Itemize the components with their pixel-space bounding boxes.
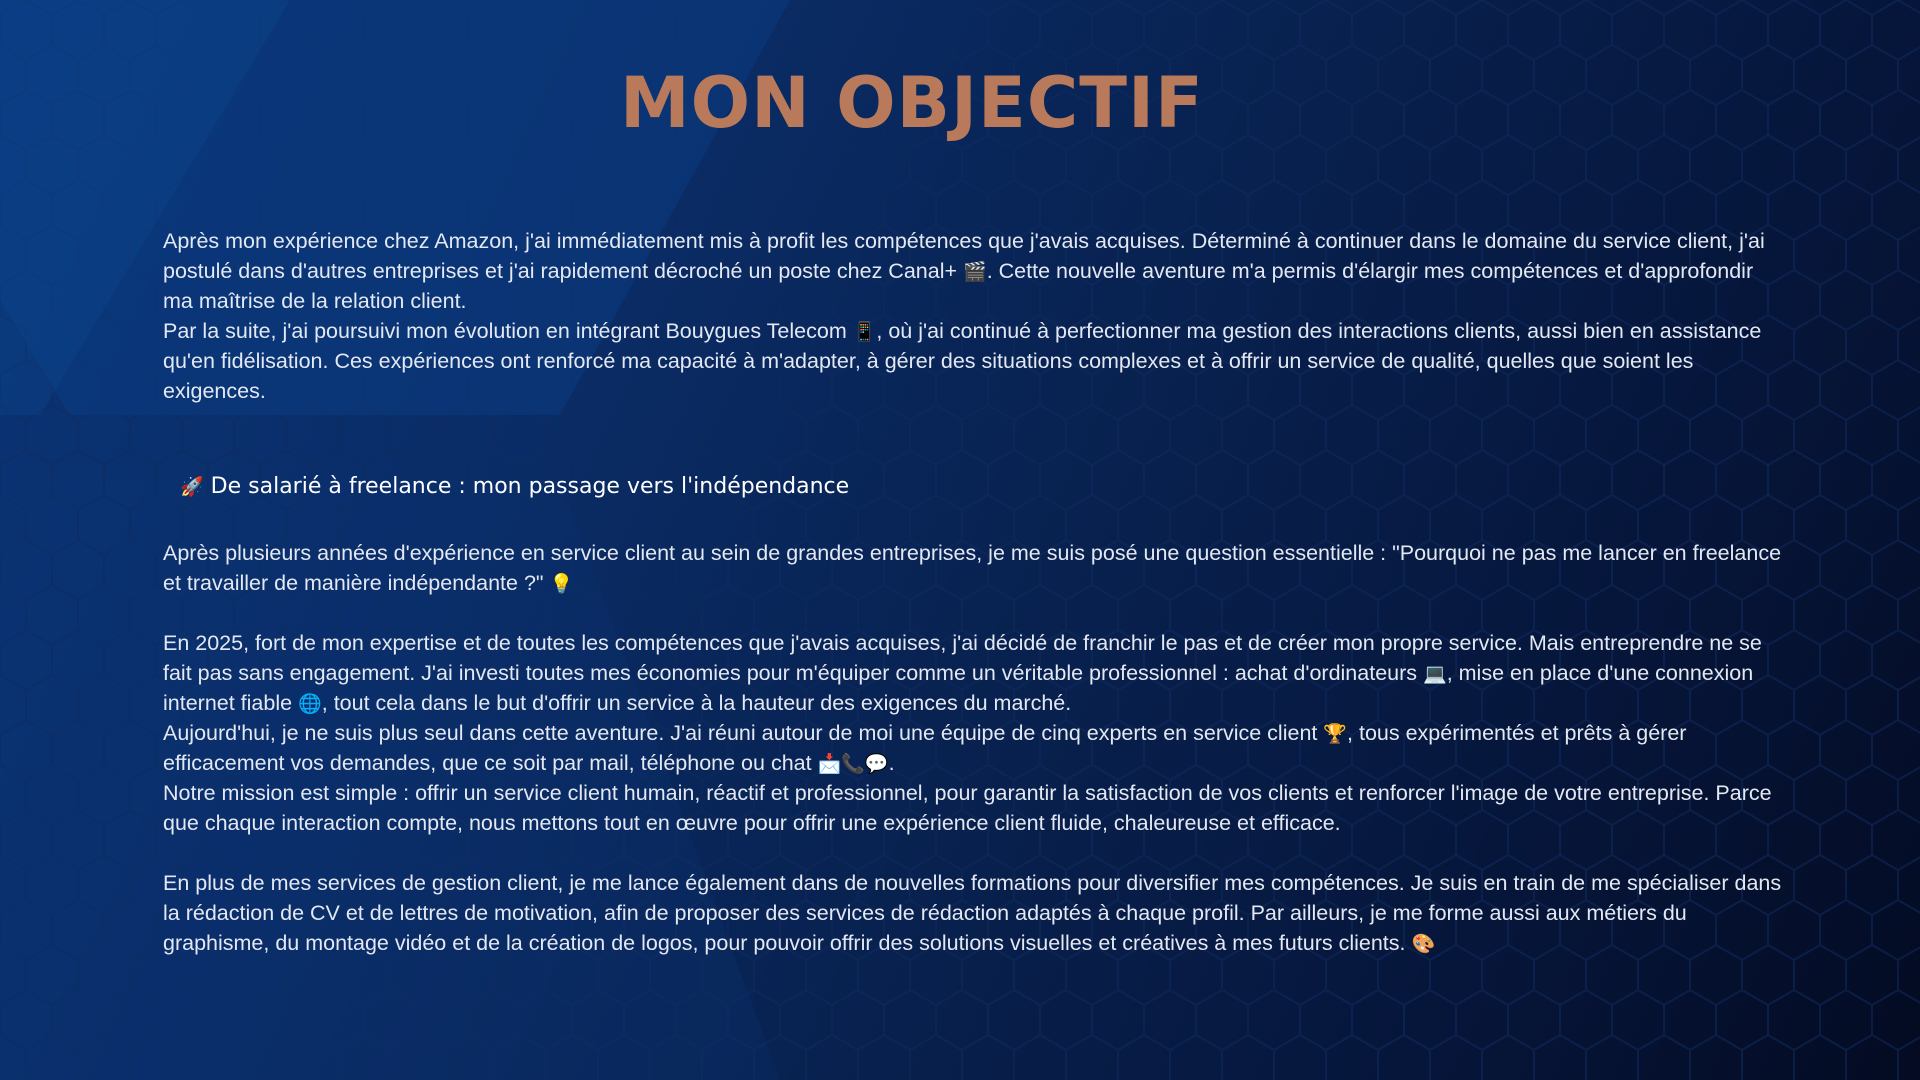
intro-line-2-end: , où j'ai continué à perfectionner ma gestion des interactions clients, aussi bien en assistance qu'en fidélisation. Ces expériences ont renforcé ma capacité à m'adapter, à gérer des situations complexes et à offrir un service de qualité, quelles que soient les exigences. — [163, 319, 1762, 403]
story-text-1-mid: , mise en place d'une connexion internet fiable — [163, 661, 1754, 715]
intro-line-1: Après mon expérience chez Amazon, j'ai immédiatement mis à profit les compétences que j'avais acquises. Déterminé à continuer dans le domaine du service client, j'ai postulé dans d'autres entreprises et j'ai rapidement décroché un poste chez Canal+ — [163, 229, 1765, 283]
intro-text-2 — [163, 316, 1783, 406]
palette-icon: 🎨 — [1411, 934, 1436, 955]
story-text-2-start: Aujourd'hui, je ne suis plus seul dans cette aventure. J'ai réuni autour de moi une équipe de cinq experts en service client — [163, 721, 1318, 745]
story-paragraph — [163, 628, 1783, 838]
question-paragraph — [163, 538, 1783, 598]
intro-line-2: Par la suite, j'ai poursuivi mon évolution en intégrant Bouygues Telecom — [163, 319, 847, 343]
story-text-2-dot: . — [888, 751, 895, 775]
training-paragraph — [163, 868, 1783, 958]
intro-paragraph — [163, 226, 1783, 406]
page-title: MON OBJECTIF — [620, 62, 1204, 144]
question-text: Après plusieurs années d'expérience en service client au sein de grandes entreprises, je me suis posé une question essentielle : "Pourquoi ne pas me lancer en freelance et travailler de manière indépendante ?" — [163, 541, 1782, 595]
rocket-icon: 🚀 — [180, 476, 204, 498]
lightbulb-icon: 💡 — [549, 574, 574, 595]
trophy-icon: 🏆 — [1323, 724, 1348, 745]
section-heading-text: De salarié à freelance : mon passage vers l'indépendance — [210, 474, 850, 499]
story-text-1-start: En 2025, fort de mon expertise et de toutes les compétences que j'avais acquises, j'ai décidé de franchir le pas et de créer mon propre service. Mais entreprendre ne se fait pas sans engagement. J'ai investi toutes mes économies pour m'équiper comme un véritable professionnel : achat d'ordinateurs — [163, 631, 1762, 685]
story-text-2-end: , tous expérimentés et prêts à gérer efficacement vos demandes, que ce soit par mail, téléphone ou chat — [163, 721, 1687, 775]
story-text-1-end: , tout cela dans le but d'offrir un service à la hauteur des exigences du marché. — [321, 691, 1072, 715]
section-heading — [180, 474, 849, 499]
mobile-phone-icon: 📱 — [852, 322, 877, 343]
story-text-3: Notre mission est simple : offrir un service client humain, réactif et professionnel, pour garantir la satisfaction de vos clients et renforcer l'image de votre entreprise. Parce que chaque interaction compte, nous mettons tout en œuvre pour offrir une expérience client fluide, chaleureuse et efficace. — [163, 781, 1772, 835]
training-text: En plus de mes services de gestion client, je me lance également dans de nouvelles formations pour diversifier mes compétences. Je suis en train de me spécialiser dans la rédaction de CV et de lettres de motivation, afin de proposer des services de rédaction adaptés à chaque profil. Par ailleurs, je me forme aussi aux métiers du graphisme, du montage vidéo et de la création de logos, pour pouvoir offrir des solutions visuelles et créatives à mes futurs clients. — [163, 871, 1782, 955]
intro-text-1 — [163, 226, 1783, 316]
globe-icon: 🌐 — [298, 694, 322, 715]
laptop-icon: 💻 — [1423, 664, 1447, 685]
contact-channels-icon: 📩📞💬 — [817, 754, 889, 775]
intro-line-1-end: . Cette nouvelle aventure m'a permis d'élargir mes compétences et d'approfondir ma maîtrise de la relation client. — [163, 259, 1754, 313]
clapperboard-icon: 🎬 — [963, 262, 987, 283]
